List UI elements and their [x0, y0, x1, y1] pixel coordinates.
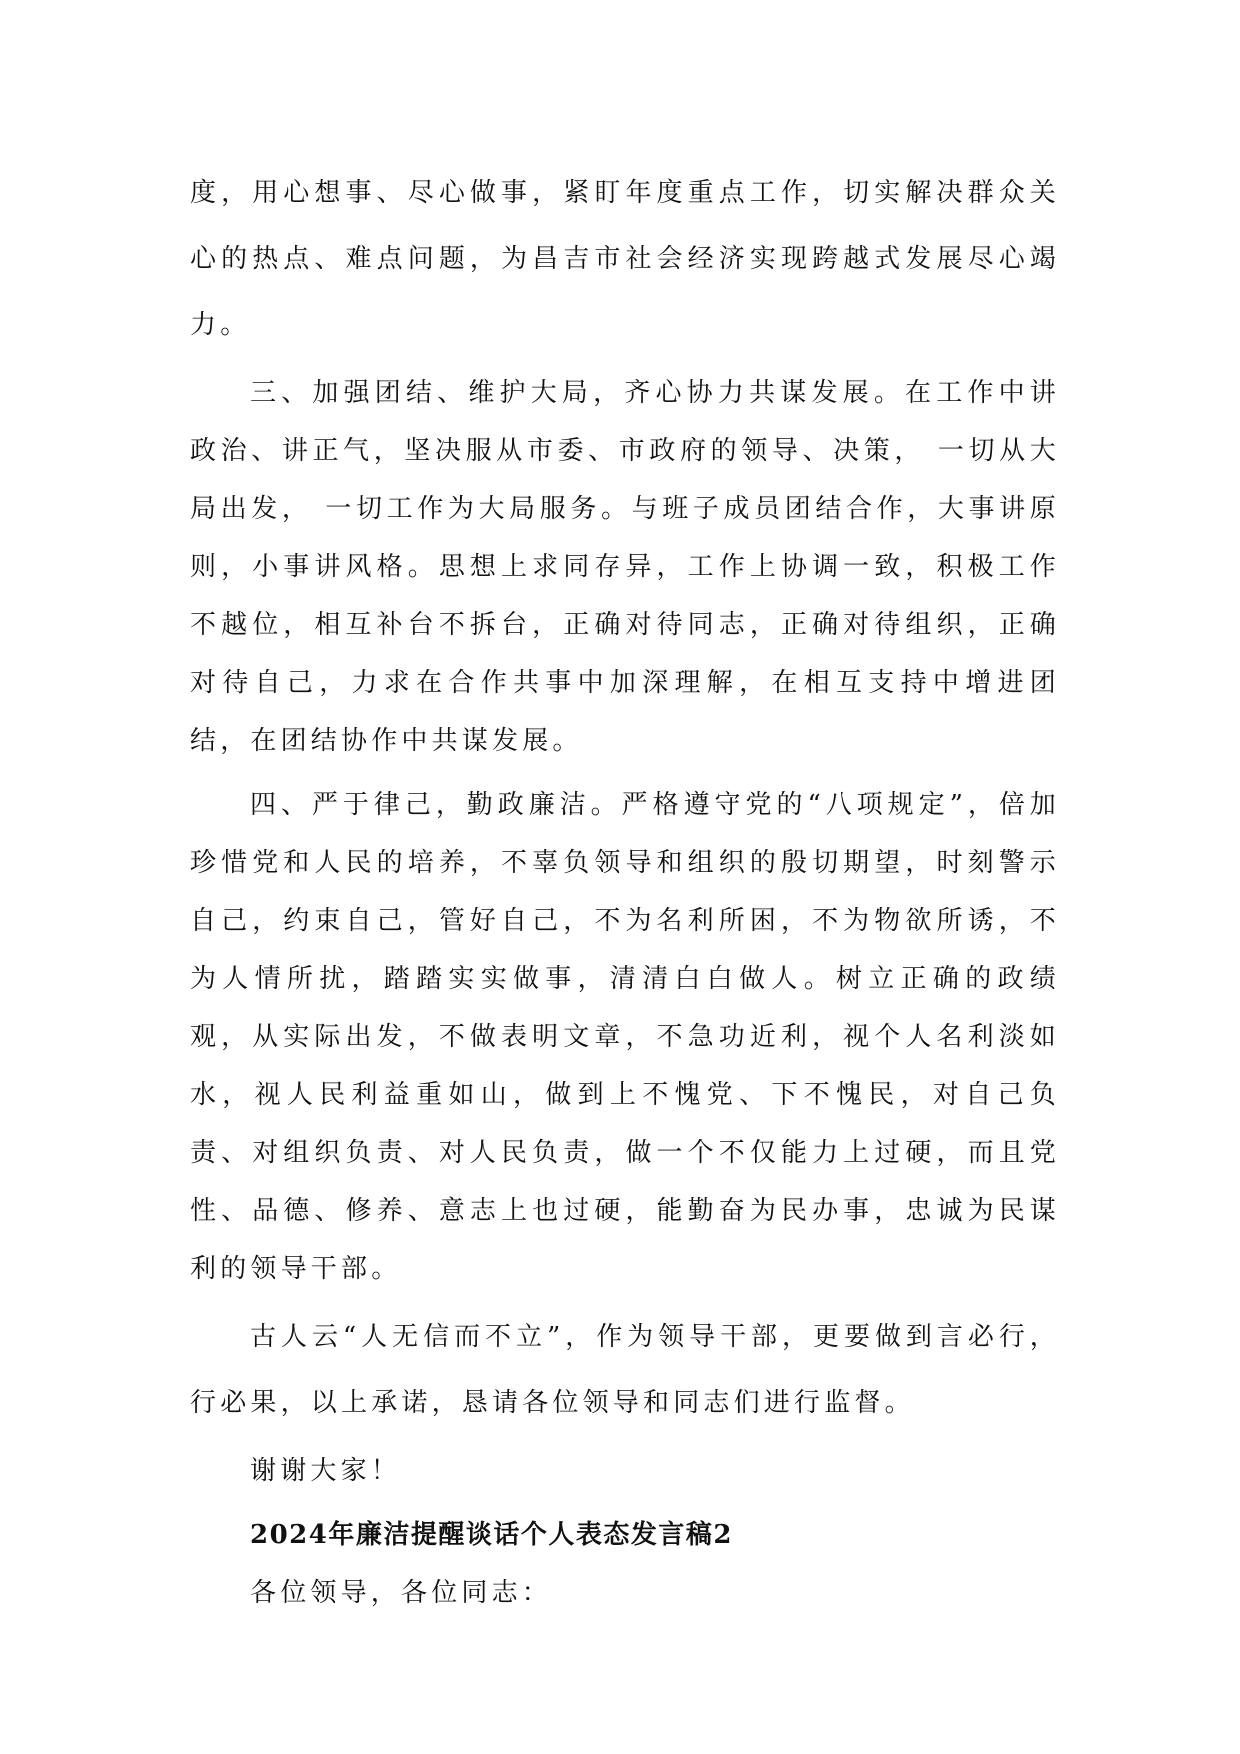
paragraph-promise: 古人云“人无信而不立”，作为领导干部，更要做到言必行，行必果，以上承诺，恳请各位领导和同志们进行监督。 [190, 1322, 1060, 1418]
paragraph-thanks: 谢谢大家！ [250, 1456, 402, 1486]
salutation: 各位领导，各位同志： [250, 1578, 553, 1608]
paragraph-continuation: 度，用心想事、尽心做事，紧盯年度重点工作，切实解决群众关心的热点、难点问题，为昌吉市社会经济实现跨越式发展尽心竭力。 [190, 178, 1060, 340]
paragraph-unity: 三、加强团结、维护大局，齐心协力共谋发展。在工作中讲政治、讲正气，坚决服从市委、市政府的领导、决策， 一切从大局出发， 一切工作为大局服务。与班子成员团结合作，大事讲原则，小事讲风格。思想上求同存异，工作上协调一致，积极工作不越位，相互补台不拆台，正确对待同志，正确对待组织，正确对待自己，力求在合作共事中加深理解，在相互支持中增进团结，在团结协作中共谋发展。 [190, 378, 1060, 756]
paragraph-self-discipline: 四、严于律己，勤政廉洁。严格遵守党的“八项规定”，倍加珍惜党和人民的培养，不辜负领导和组织的殷切期望，时刻警示自己，约束自己，管好自己，不为名利所困，不为物欲所诱，不为人情所扰，踏踏实实做事，清清白白做人。树立正确的政绩观，从实际出发，不做表明文章，不急功近利，视个人名利淡如水，视人民利益重如山，做到上不愧党、下不愧民，对自己负责、对组织负责、对人民负责，做一个不仅能力上过硬，而且党性、品德、修养、意志上也过硬，能勤奋为民办事，忠诚为民谋利的领导干部。 [190, 790, 1060, 1284]
document-body [190, 160, 1060, 1622]
section-heading: 2024年廉洁提醒谈话个人表态发言稿2 [250, 1520, 733, 1550]
